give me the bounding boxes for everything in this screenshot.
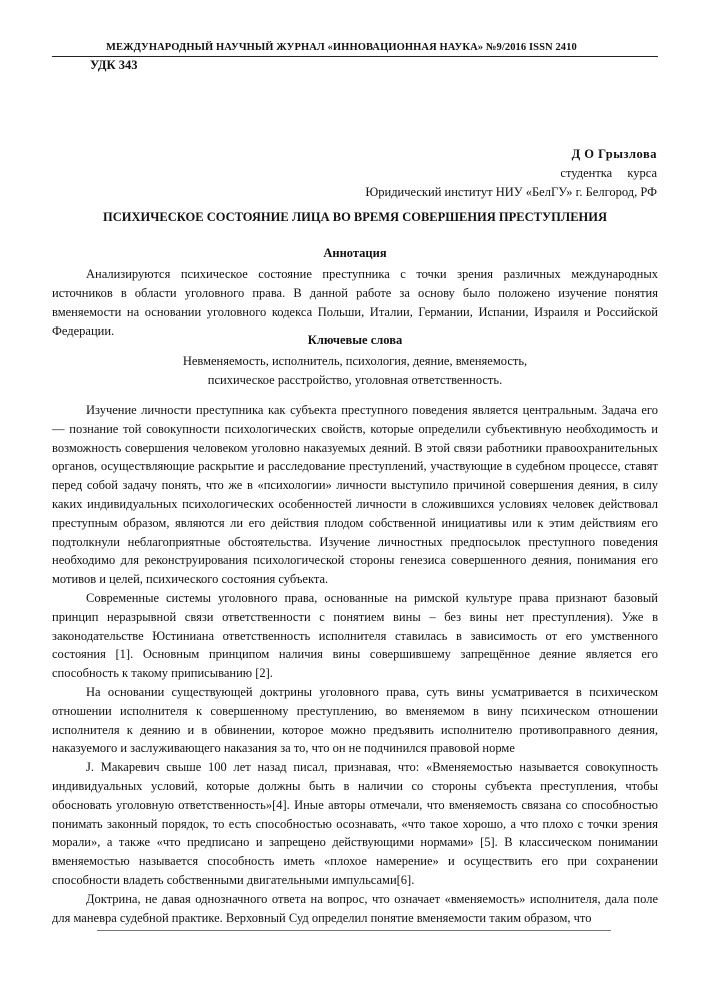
header-rule [52,56,658,57]
body-paragraph: Современные системы уголовного права, основанные на римской культуре права признают базовый принцип неразрывной связи ответственности с понятием вины – без вины нет преступления). Уже в законодательстве Юстиниана ответственность исполнителя ставилась в зависимость от его умственного состояния [1]. Основным принципом наличия вины совершившему запрещённое деяние является его способность к такому приписыванию [2]. [52,590,658,681]
body-paragraph: Изучение личности преступника как субъекта преступного поведения является центральным. Задача его — познание той совокупности психологических свойств, которые определили субъективную необходимость и возможность совершения человеком уголовно наказуемых деяний. В этой связи работники правоохранительных органов, осуществляющие раскрытие и расследование преступлений, участвующие в судебном процессе, ставят перед собой задачу понять, что же в «психологии» личности выступило причиной совершения деяния, в силу каких индивидуальных психологических особенностей личности в сложившихся условиях человек действовал преступным образом, являются ли его действия плодом собственной инициативы или к этим действиям его подтолкнули неблагоприятные обстоятельства. Изучение личностных предпосылок преступного поведения необходимо для реконструирования психологической стороны генезиса совершенного деяния, понимания его мотивов и целей, психического состояния субъекта. [52,403,658,587]
keywords-line: психическое расстройство, уголовная ответственность. [207,373,503,387]
body-paragraph: Доктрина, не давая однозначного ответа на вопрос, что означает «вменяемость» исполнителя, дала поле для маневра судебной практике. Верховный Суд определил понятие вменяемости таким образом, что [52,891,658,925]
keywords-line: Невменяемость, исполнитель, психология, деяние, вменяемость, [182,354,528,368]
article-title: ПСИХИЧЕСКОЕ СОСТОЯНИЕ ЛИЦА ВО ВРЕМЯ СОВЕРШЕНИЯ ПРЕСТУПЛЕНИЯ [103,210,607,224]
author-status: студентка курса [560,166,657,180]
keywords-list [52,352,658,390]
running-head: МЕЖДУНАРОДНЫЙ НАУЧНЫЙ ЖУРНАЛ «ИННОВАЦИОННАЯ НАУКА» №9/2016 ISSN 2410 [106,42,577,53]
author-name: Д О Грызлова [571,147,657,161]
abstract-text: Анализируются психическое состояние преступника с точки зрения различных международных источников в области уголовного права. В данной работе за основу было положено изучение понятия вменяемости на основании уголовного кодекса Польши, Италии, Германии, Испании, Израиля и Российской Федерации. [52,267,658,338]
udk-code: УДК 343 [90,58,138,72]
author-affiliation: Юридический институт НИУ «БелГУ» г. Белгород, РФ [365,185,657,199]
body-paragraph: J. Макаревич свыше 100 лет назад писал, признавая, что: «Вменяемостью называется совокупность индивидуальных условий, которые должны быть в наличии со стороны субъекта преступления, чтобы обосновать уголовную ответственность»[4]. Иные авторы отмечали, что вменяемость связана со способностью понимать законный порядок, то есть способностью осознавать, «что такое хорошо, а что плохо с точки зрения морали», а также «что предписано и запрещено действующими нормами» [5]. В классическом понимании вменяемостью называется способность иметь «плохое намерение» и осуществить его при сохранении способности владеть собственными двигательными импульсами[6]. [52,760,658,887]
keywords-heading: Ключевые слова [307,333,403,347]
body-paragraph: На основании существующей доктрины уголовного права, суть вины усматривается в психическом отношении исполнителя к совершенному преступлению, во вменяемом в вину психическом отношении исполнителя к деянию и в обвинении, которое можно предъявить исполнителю противоправного деяния, наказуемого и заслуживающего наказания за то, что он не подчинился правовой норме [52,684,658,756]
footer-rule [97,930,611,931]
abstract-heading: Аннотация [323,246,387,260]
author-block [365,145,657,202]
article-body [52,401,658,927]
